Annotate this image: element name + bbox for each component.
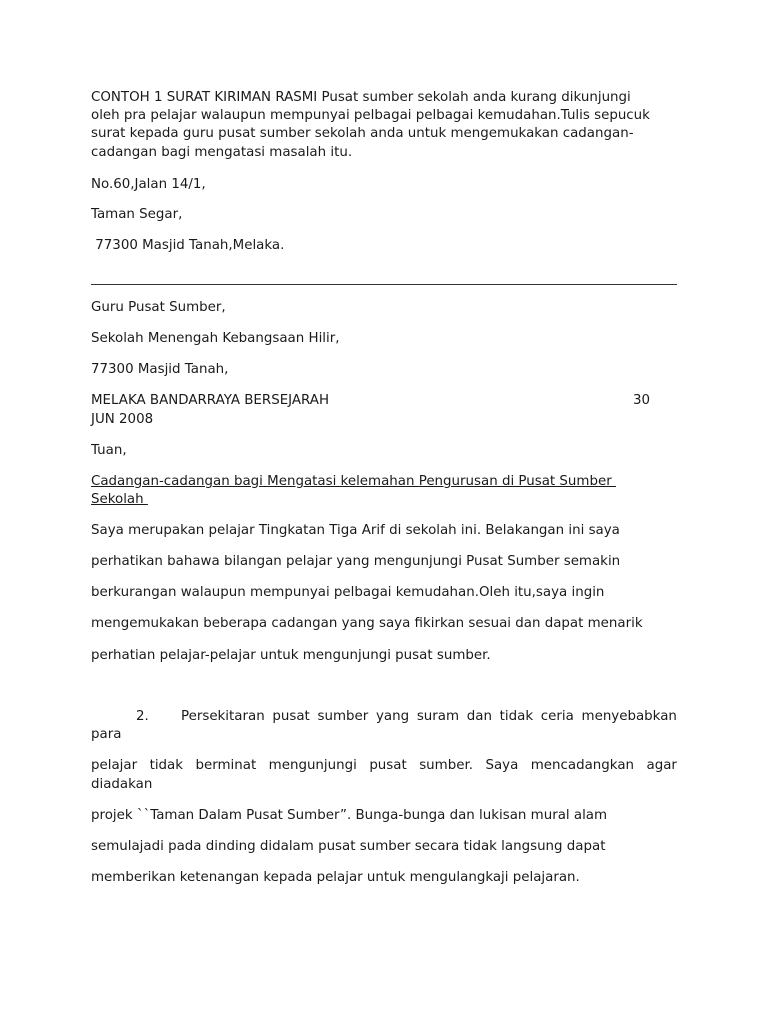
word: yang (375, 709, 410, 724)
intro-line-4: cadangan bagi mengatasi masalah itu. (91, 145, 353, 160)
word: sumber. (419, 758, 473, 773)
word: mencadangkan (530, 758, 635, 773)
intro-line-1: CONTOH 1 SURAT KIRIMAN RASMI Pusat sumber sekolah anda kurang dikunjungi (91, 90, 631, 105)
word: suram (416, 709, 460, 724)
paragraph1-line-2: perhatikan bahawa bilangan pelajar yang mengunjungi Pusat Sumber semakin (91, 554, 621, 569)
paragraph2-line-3: projek ``Taman Dalam Pusat Sumber”. Bunga-bunga dan lukisan mural alam (91, 808, 608, 823)
paragraph2-line-1-end: para (91, 727, 122, 742)
intro-line-3: surat kepada guru pusat sumber sekolah anda untuk mengemukakan cadangan- (91, 126, 634, 141)
sender-address-1: No.60,Jalan 14/1, (91, 177, 206, 192)
word: mengunjungi (268, 758, 357, 773)
word: pusat (272, 709, 310, 724)
word: sumber (317, 709, 369, 724)
recipient-line-2: Sekolah Menengah Kebangsaan Hilir, (91, 331, 340, 346)
word: pelajar (91, 758, 138, 773)
word: menyebabkan (581, 709, 677, 724)
paragraph1-line-5: perhatian pelajar-pelajar untuk mengunjungi pusat sumber. (91, 648, 491, 663)
date-day: 30 (633, 393, 651, 408)
paragraph2-line-1 (181, 708, 677, 726)
word: ceria (540, 709, 574, 724)
paragraph2-line-2-end: diadakan (91, 777, 153, 792)
sender-address-3: 77300 Masjid Tanah,Melaka. (91, 238, 285, 253)
paragraph2-line-5: memberikan ketenangan kepada pelajar untuk mengulangkaji pelajaran. (91, 870, 580, 885)
subject-line-2: Sekolah (91, 492, 148, 507)
word: Saya (485, 758, 519, 773)
separator-line (91, 284, 677, 285)
date-month-year: JUN 2008 (91, 412, 154, 427)
word: tidak (149, 758, 184, 773)
word: Persekitaran (181, 709, 265, 724)
word: pusat (369, 758, 407, 773)
paragraph1-line-1: Saya merupakan pelajar Tingkatan Tiga Arif di sekolah ini. Belakangan ini saya (91, 523, 620, 538)
subject-line-1: Cadangan-cadangan bagi Mengatasi kelemahan Pengurusan di Pusat Sumber (91, 474, 616, 489)
word: agar (646, 758, 677, 773)
paragraph2-number: 2. (136, 709, 149, 724)
recipient-line-4: MELAKA BANDARRAYA BERSEJARAH (91, 393, 330, 408)
word: tidak (499, 709, 534, 724)
recipient-line-1: Guru Pusat Sumber, (91, 300, 226, 315)
sender-address-2: Taman Segar, (91, 207, 183, 222)
word: berminat (195, 758, 257, 773)
paragraph2-line-4: semulajadi pada dinding didalam pusat sumber secara tidak langsung dapat (91, 839, 606, 854)
recipient-line-3: 77300 Masjid Tanah, (91, 362, 229, 377)
word: dan (466, 709, 492, 724)
paragraph1-line-4: mengemukakan beberapa cadangan yang saya fikirkan sesuai dan dapat menarik (91, 616, 643, 631)
intro-line-2: oleh pra pelajar walaupun mempunyai pelbagai pelbagai kemudahan.Tulis sepucuk (91, 108, 650, 123)
paragraph1-line-3: berkurangan walaupun mempunyai pelbagai kemudahan.Oleh itu,saya ingin (91, 585, 605, 600)
paragraph2-line-2 (91, 757, 677, 775)
salutation: Tuan, (91, 443, 127, 458)
